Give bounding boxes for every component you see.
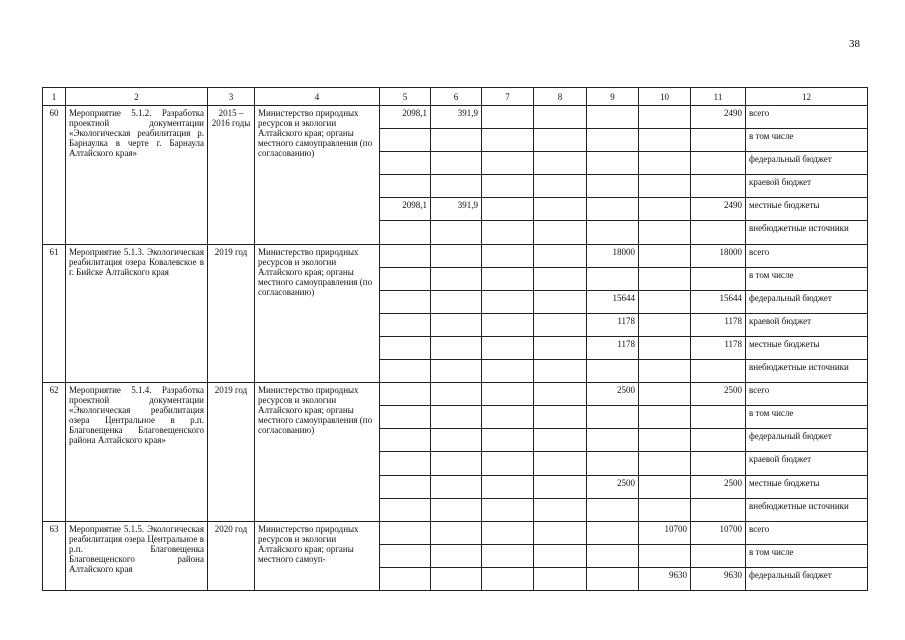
- amount-cell-8: [534, 452, 587, 475]
- amount-cell-10: [639, 198, 691, 221]
- header-cell: 7: [482, 88, 534, 106]
- amount-cell-11: [691, 498, 746, 521]
- activity-number: 61: [43, 244, 66, 383]
- funding-source: в том числе: [746, 267, 868, 290]
- header-cell: 9: [587, 88, 639, 106]
- amount-cell-8: [534, 498, 587, 521]
- program-activities-table: [42, 87, 868, 591]
- header-cell: 1: [43, 88, 66, 106]
- amount-cell-5: 2098,1: [380, 198, 431, 221]
- amount-cell-11: [691, 221, 746, 244]
- amount-cell-6: [431, 313, 482, 336]
- amount-cell-9: [587, 175, 639, 198]
- amount-cell-11: [691, 267, 746, 290]
- amount-cell-10: [639, 152, 691, 175]
- amount-cell-10: [639, 498, 691, 521]
- funding-source: федеральный бюджет: [746, 152, 868, 175]
- amount-cell-8: [534, 521, 587, 544]
- table-row: [43, 521, 868, 544]
- amount-cell-10: [639, 221, 691, 244]
- amount-cell-7: [482, 521, 534, 544]
- header-cell: 4: [255, 88, 380, 106]
- amount-cell-5: [380, 429, 431, 452]
- amount-cell-5: [380, 336, 431, 359]
- activity-responsible: Министерство природных ресурсов и экологии Алтайского края; органы местного самоуправления (по согласованию): [255, 244, 380, 383]
- funding-source: всего: [746, 521, 868, 544]
- amount-cell-9: [587, 567, 639, 590]
- amount-cell-7: [482, 429, 534, 452]
- amount-cell-5: [380, 498, 431, 521]
- amount-cell-7: [482, 290, 534, 313]
- amount-cell-5: [380, 360, 431, 383]
- funding-source: всего: [746, 244, 868, 267]
- amount-cell-8: [534, 152, 587, 175]
- amount-cell-11: [691, 429, 746, 452]
- activity-name: Мероприятие 5.1.5. Экологическая реабилитация озера Центральное в р.п. Благовещенка Благовещенского района Алтайского края: [66, 521, 208, 590]
- amount-cell-8: [534, 336, 587, 359]
- amount-cell-11: [691, 452, 746, 475]
- amount-cell-8: [534, 429, 587, 452]
- activity-responsible: Министерство природных ресурсов и экологии Алтайского края; органы местного самоуп-: [255, 521, 380, 590]
- amount-cell-6: [431, 567, 482, 590]
- header-cell: 12: [746, 88, 868, 106]
- amount-cell-8: [534, 106, 587, 129]
- amount-cell-6: [431, 429, 482, 452]
- amount-cell-11: 15644: [691, 290, 746, 313]
- amount-cell-5: [380, 567, 431, 590]
- amount-cell-9: [587, 129, 639, 152]
- activity-name: Мероприятие 5.1.3. Экологическая реабилитация озера Ковалевское в г. Бийске Алтайского края: [66, 244, 208, 383]
- amount-cell-11: [691, 544, 746, 567]
- amount-cell-6: 391,9: [431, 106, 482, 129]
- amount-cell-8: [534, 383, 587, 406]
- amount-cell-11: [691, 129, 746, 152]
- amount-cell-8: [534, 406, 587, 429]
- amount-cell-6: [431, 129, 482, 152]
- amount-cell-6: [431, 267, 482, 290]
- amount-cell-11: 10700: [691, 521, 746, 544]
- amount-cell-9: 2500: [587, 475, 639, 498]
- amount-cell-6: [431, 221, 482, 244]
- amount-cell-7: [482, 498, 534, 521]
- amount-cell-8: [534, 475, 587, 498]
- amount-cell-10: [639, 175, 691, 198]
- amount-cell-10: [639, 290, 691, 313]
- activity-period: 2019 год: [208, 383, 255, 522]
- header-cell: 6: [431, 88, 482, 106]
- activity-number: 62: [43, 383, 66, 522]
- activity-responsible: Министерство природных ресурсов и экологии Алтайского края; органы местного самоуправления (по согласованию): [255, 383, 380, 522]
- amount-cell-5: [380, 175, 431, 198]
- amount-cell-10: [639, 336, 691, 359]
- amount-cell-5: [380, 152, 431, 175]
- amount-cell-10: [639, 313, 691, 336]
- amount-cell-10: [639, 406, 691, 429]
- amount-cell-10: [639, 475, 691, 498]
- amount-cell-5: [380, 267, 431, 290]
- amount-cell-5: [380, 244, 431, 267]
- amount-cell-7: [482, 313, 534, 336]
- activity-name: Мероприятие 5.1.2. Разработка проектной документации «Экологическая реабилитация р. Барнаулка в черте г. Барнаула Алтайского края»: [66, 106, 208, 245]
- amount-cell-6: [431, 406, 482, 429]
- amount-cell-9: [587, 152, 639, 175]
- amount-cell-9: 15644: [587, 290, 639, 313]
- header-cell: 8: [534, 88, 587, 106]
- amount-cell-6: [431, 360, 482, 383]
- funding-source: краевой бюджет: [746, 452, 868, 475]
- funding-source: всего: [746, 383, 868, 406]
- amount-cell-7: [482, 567, 534, 590]
- amount-cell-11: 1178: [691, 336, 746, 359]
- amount-cell-10: [639, 267, 691, 290]
- amount-cell-6: [431, 521, 482, 544]
- activity-name: Мероприятие 5.1.4. Разработка проектной документации «Экологическая реабилитация озера Центральное в р.п. Благовещенка Благовещенского района Алтайского края»: [66, 383, 208, 522]
- amount-cell-5: [380, 290, 431, 313]
- amount-cell-10: [639, 452, 691, 475]
- amount-cell-6: [431, 244, 482, 267]
- amount-cell-7: [482, 106, 534, 129]
- amount-cell-7: [482, 267, 534, 290]
- amount-cell-7: [482, 198, 534, 221]
- amount-cell-11: [691, 360, 746, 383]
- amount-cell-7: [482, 336, 534, 359]
- amount-cell-11: 9630: [691, 567, 746, 590]
- amount-cell-5: [380, 406, 431, 429]
- amount-cell-7: [482, 244, 534, 267]
- amount-cell-6: [431, 152, 482, 175]
- amount-cell-5: [380, 313, 431, 336]
- amount-cell-8: [534, 290, 587, 313]
- amount-cell-7: [482, 221, 534, 244]
- amount-cell-7: [482, 383, 534, 406]
- funding-source: внебюджетные источники: [746, 221, 868, 244]
- amount-cell-8: [534, 313, 587, 336]
- amount-cell-8: [534, 221, 587, 244]
- amount-cell-10: [639, 429, 691, 452]
- amount-cell-8: [534, 129, 587, 152]
- activity-number: 60: [43, 106, 66, 245]
- amount-cell-11: 1178: [691, 313, 746, 336]
- amount-cell-9: [587, 429, 639, 452]
- amount-cell-9: 1178: [587, 313, 639, 336]
- page-number: 38: [849, 38, 860, 50]
- funding-source: в том числе: [746, 544, 868, 567]
- funding-source: внебюджетные источники: [746, 498, 868, 521]
- table-row: [43, 383, 868, 406]
- amount-cell-9: [587, 498, 639, 521]
- activity-period: 2015 – 2016 годы: [208, 106, 255, 245]
- amount-cell-6: [431, 452, 482, 475]
- amount-cell-8: [534, 544, 587, 567]
- funding-source: федеральный бюджет: [746, 567, 868, 590]
- amount-cell-5: [380, 452, 431, 475]
- amount-cell-10: 9630: [639, 567, 691, 590]
- amount-cell-9: 18000: [587, 244, 639, 267]
- amount-cell-5: 2098,1: [380, 106, 431, 129]
- funding-source: федеральный бюджет: [746, 290, 868, 313]
- amount-cell-7: [482, 452, 534, 475]
- amount-cell-11: [691, 152, 746, 175]
- amount-cell-6: [431, 544, 482, 567]
- amount-cell-9: [587, 360, 639, 383]
- funding-source: краевой бюджет: [746, 313, 868, 336]
- amount-cell-5: [380, 544, 431, 567]
- amount-cell-7: [482, 129, 534, 152]
- amount-cell-11: [691, 175, 746, 198]
- amount-cell-5: [380, 383, 431, 406]
- amount-cell-5: [380, 129, 431, 152]
- activity-number: 63: [43, 521, 66, 590]
- amount-cell-6: [431, 175, 482, 198]
- table-row: [43, 244, 868, 267]
- amount-cell-6: [431, 290, 482, 313]
- amount-cell-5: [380, 475, 431, 498]
- amount-cell-9: [587, 267, 639, 290]
- amount-cell-8: [534, 198, 587, 221]
- activity-responsible: Министерство природных ресурсов и экологии Алтайского края; органы местного самоуправления (по согласованию): [255, 106, 380, 245]
- amount-cell-7: [482, 544, 534, 567]
- amount-cell-11: [691, 406, 746, 429]
- amount-cell-10: [639, 106, 691, 129]
- activity-period: 2019 год: [208, 244, 255, 383]
- amount-cell-9: [587, 106, 639, 129]
- amount-cell-5: [380, 521, 431, 544]
- amount-cell-10: [639, 360, 691, 383]
- amount-cell-9: [587, 221, 639, 244]
- amount-cell-9: [587, 544, 639, 567]
- amount-cell-8: [534, 567, 587, 590]
- funding-source: в том числе: [746, 129, 868, 152]
- amount-cell-7: [482, 406, 534, 429]
- amount-cell-7: [482, 360, 534, 383]
- header-cell: 10: [639, 88, 691, 106]
- amount-cell-11: 2500: [691, 383, 746, 406]
- amount-cell-9: 1178: [587, 336, 639, 359]
- funding-source: местные бюджеты: [746, 475, 868, 498]
- amount-cell-6: [431, 498, 482, 521]
- amount-cell-8: [534, 244, 587, 267]
- header-cell: 3: [208, 88, 255, 106]
- amount-cell-9: [587, 452, 639, 475]
- amount-cell-11: 18000: [691, 244, 746, 267]
- amount-cell-11: 2490: [691, 198, 746, 221]
- amount-cell-11: 2500: [691, 475, 746, 498]
- amount-cell-8: [534, 360, 587, 383]
- funding-source: в том числе: [746, 406, 868, 429]
- amount-cell-10: [639, 244, 691, 267]
- amount-cell-10: [639, 544, 691, 567]
- amount-cell-9: [587, 521, 639, 544]
- amount-cell-6: [431, 475, 482, 498]
- amount-cell-9: [587, 406, 639, 429]
- table-header-row: [43, 88, 868, 106]
- amount-cell-8: [534, 267, 587, 290]
- funding-source: внебюджетные источники: [746, 360, 868, 383]
- amount-cell-10: [639, 129, 691, 152]
- header-cell: 2: [66, 88, 208, 106]
- funding-source: местные бюджеты: [746, 198, 868, 221]
- funding-source: федеральный бюджет: [746, 429, 868, 452]
- funding-source: местные бюджеты: [746, 336, 868, 359]
- amount-cell-6: [431, 336, 482, 359]
- amount-cell-7: [482, 475, 534, 498]
- amount-cell-6: 391,9: [431, 198, 482, 221]
- funding-source: краевой бюджет: [746, 175, 868, 198]
- amount-cell-9: 2500: [587, 383, 639, 406]
- amount-cell-5: [380, 221, 431, 244]
- amount-cell-11: 2490: [691, 106, 746, 129]
- header-cell: 11: [691, 88, 746, 106]
- amount-cell-10: [639, 383, 691, 406]
- table-row: [43, 106, 868, 129]
- amount-cell-6: [431, 383, 482, 406]
- header-cell: 5: [380, 88, 431, 106]
- funding-source: всего: [746, 106, 868, 129]
- amount-cell-9: [587, 198, 639, 221]
- amount-cell-10: 10700: [639, 521, 691, 544]
- amount-cell-7: [482, 175, 534, 198]
- activity-period: 2020 год: [208, 521, 255, 590]
- amount-cell-8: [534, 175, 587, 198]
- amount-cell-7: [482, 152, 534, 175]
